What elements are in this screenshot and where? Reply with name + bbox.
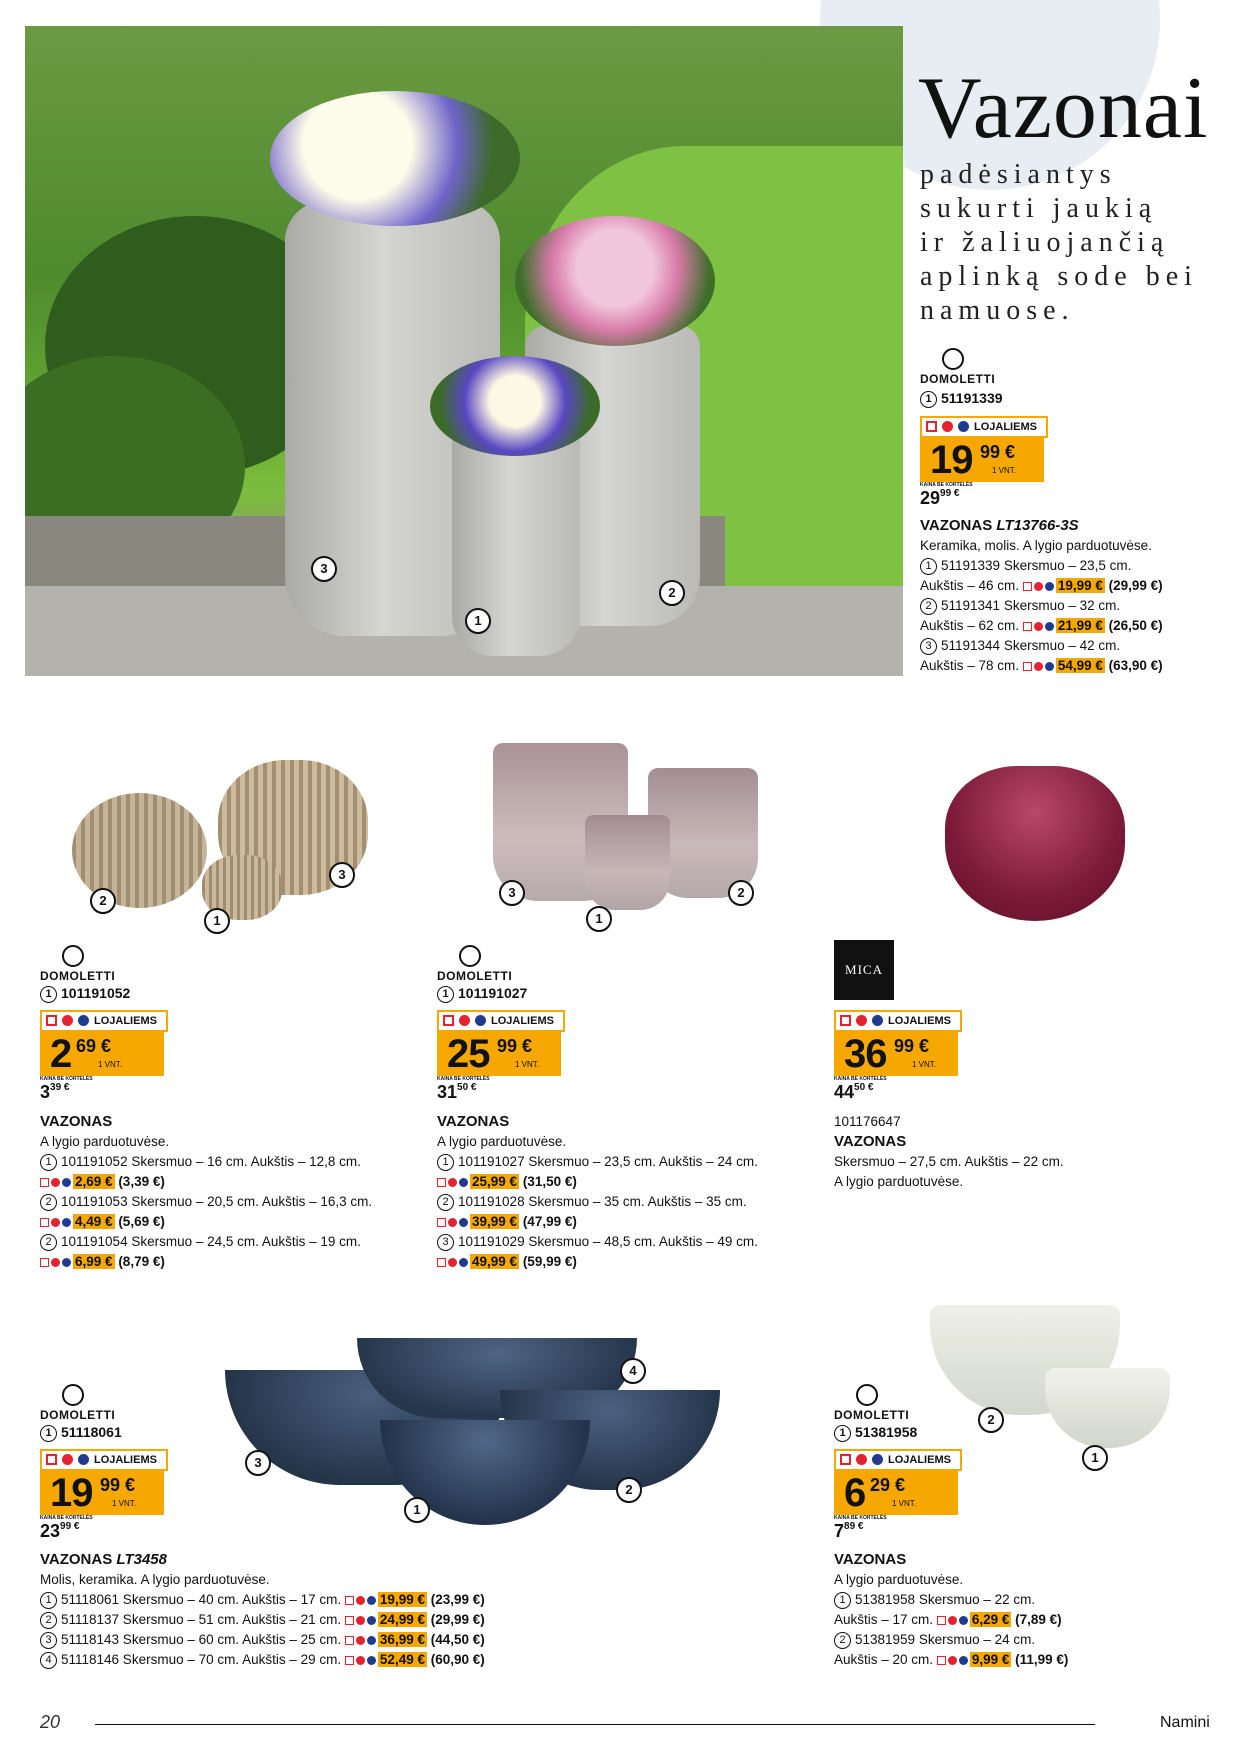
marker-1: 1 [1082,1445,1108,1471]
no-entry-icon [1034,622,1043,631]
no-entry-icon [62,1454,73,1465]
p-badge-icon [78,1015,89,1026]
house-logo-icon [856,1384,878,1406]
product-code: 1 101191052 [40,985,130,1003]
product-code: 1 51381958 [834,1424,917,1442]
loyalty-card-icon [937,1616,946,1625]
product-name: VAZONAS [437,1113,510,1130]
hero-photo [25,26,903,676]
p-badge-icon [367,1616,376,1625]
loyalty-card-icon [437,1218,446,1227]
price-box [834,1469,958,1515]
marker-4: 4 [620,1358,646,1384]
no-entry-icon [856,1015,867,1026]
loyalty-card-icon [40,1218,49,1227]
no-entry-icon [942,421,953,432]
price-box [40,1469,164,1515]
number-circle-icon: 1 [40,1592,57,1609]
loyalty-card-icon [345,1596,354,1605]
loyalty-card-icon [840,1454,851,1465]
product-code: 1 51191339 [920,390,1003,408]
p-badge-icon [459,1178,468,1187]
number-circle-icon: 1 [40,986,57,1003]
brand-domoletti [40,1384,115,1422]
loyalty-bar: LOJALIEMS [920,416,1048,438]
brand-domoletti [920,348,995,386]
loyalty-card-icon [1023,622,1032,631]
white-planter-image [1045,1368,1170,1448]
product-details: VAZONAS LT3458 Molis, keramika. A lygio parduotuvėse. 1 51118061 Skersmuo – 40 cm. Aukštis – 17 cm. 19,99 € (23,99 €) 2 51118137 Skersmuo – 51 cm. Aukštis – 21 cm. 24,99 € (29,99 €) 3 51118143 Skersmuo – 60 cm. Aukštis – 25 cm. 36,99 € (44,50 €) 4 51118146 Skersmuo – 70 cm. Aukštis – 29 cm. 52,49 € (60,90 €) [40,1550,560,1670]
p-badge-icon [62,1258,71,1267]
no-entry-icon [948,1616,957,1625]
p-badge-icon [475,1015,486,1026]
product-details: 101176647 VAZONAS Skersmuo – 27,5 cm. Aukštis – 22 cm. A lygio parduotuvėse. [834,1112,1194,1192]
no-entry-icon [459,1015,470,1026]
subtitle-line: aplinką sode bei [920,261,1198,292]
loyalty-bar: LOJALIEMS [834,1449,962,1471]
number-circle-icon: 4 [40,1652,57,1669]
house-logo-icon [459,945,481,967]
loyalty-card-icon [345,1656,354,1665]
brand-domoletti [437,945,512,983]
number-circle-icon: 2 [920,598,937,615]
number-circle-icon: 2 [40,1612,57,1629]
number-circle-icon: 3 [920,638,937,655]
page-subtitle [920,158,1220,328]
product-name: VAZONAS LT13766-3S [920,517,1079,534]
p-badge-icon [62,1218,71,1227]
marker-1: 1 [404,1497,430,1523]
price-main: 2 [50,1032,72,1076]
no-entry-icon [856,1454,867,1465]
price-cents: 99 € [980,442,1016,462]
number-circle-icon: 2 [40,1194,57,1211]
product-code: 1 101191027 [437,985,527,1003]
p-badge-icon [1045,662,1054,671]
subtitle-line: ir žaliuojančią [920,227,1170,258]
price-main: 6 [844,1471,866,1515]
loyalty-card-icon [345,1616,354,1625]
price-box [40,1030,164,1076]
price-main: 19 [50,1471,93,1515]
house-logo-icon [62,1384,84,1406]
number-circle-icon: 1 [437,1154,454,1171]
number-circle-icon: 1 [834,1425,851,1442]
price-box [437,1030,561,1076]
section-name: Namini [1160,1714,1210,1731]
product-details: VAZONAS A lygio parduotuvėse. 1 51381958 Skersmuo – 22 cm. Aukštis – 17 cm. 6,29 € (7,89 €) 2 51381959 Skersmuo – 24 cm. Aukštis – 20 cm. 9,99 € (11,99 €) [834,1550,1204,1670]
marker-2: 2 [728,880,754,906]
no-entry-icon [448,1178,457,1187]
marker-1: 1 [465,608,491,634]
number-circle-icon: 3 [437,1234,454,1251]
number-circle-icon: 2 [437,1194,454,1211]
brand-domoletti [834,1384,909,1422]
marker-3: 3 [329,862,355,888]
page-title: Vazonai [918,60,1209,157]
price-unit: 1 VNT. [992,466,1017,475]
marker-2: 2 [659,580,685,606]
old-price: KAINA BE KORTELĖS $29^{99 €}$ [920,482,973,508]
price-main: 19 [930,438,973,482]
number-circle-icon: 1 [437,986,454,1003]
price-unit: 1 VNT. [98,1060,123,1069]
number-circle-icon: 1 [920,558,937,575]
p-badge-icon [872,1015,883,1026]
p-badge-icon [367,1656,376,1665]
brand-name: DOMOLETTI [40,1408,116,1422]
loyalty-card-icon [937,1656,946,1665]
house-logo-icon [942,348,964,370]
loyalty-bar: LOJALIEMS [834,1010,962,1032]
ribbed-pot-image [72,793,207,908]
no-entry-icon [356,1636,365,1645]
marker-2: 2 [616,1477,642,1503]
p-badge-icon [367,1596,376,1605]
product-details: VAZONAS LT13766-3S Keramika, molis. A lygio parduotuvėse. 1 51191339 Skersmuo – 23,5 cm. Aukštis – 46 cm. 19,99 € (29,99 €) 2 51191341 Skersmuo – 32 cm. Aukštis – 62 cm. 21,99 € (26,50 €) 3 51191344 Skersmuo – 42 cm. Aukštis – 78 cm. 54,99 € (63,90 €) [920,516,1220,676]
brand-name: DOMOLETTI [40,969,116,983]
product-details: VAZONAS A lygio parduotuvėse. 1 101191027 Skersmuo – 23,5 cm. Aukštis – 24 cm. 25,99 € (31,50 €) 2 101191028 Skersmuo – 35 cm. Aukštis – 35 cm. 39,99 € (47,99 €) 3 101191029 Skersmuo – 48,5 cm. Aukštis – 49 cm. 49,99 € (59,99 €) [437,1112,797,1272]
no-entry-icon [51,1218,60,1227]
no-entry-icon [1034,582,1043,591]
number-circle-icon: 1 [40,1425,57,1442]
product-name: VAZONAS LT3458 [40,1551,167,1568]
loyalty-card-icon [437,1258,446,1267]
footer-divider [95,1724,1095,1725]
loyalty-card-icon [1023,582,1032,591]
product-name: VAZONAS [834,1133,907,1150]
p-badge-icon [62,1178,71,1187]
page-number: 20 [40,1712,61,1732]
marker-2: 2 [90,888,116,914]
p-badge-icon [78,1454,89,1465]
p-badge-icon [1045,622,1054,631]
p-badge-icon [959,1656,968,1665]
number-circle-icon: 2 [834,1632,851,1649]
loyalty-card-icon [46,1454,57,1465]
product-details: VAZONAS A lygio parduotuvėse. 1 101191052 Skersmuo – 16 cm. Aukštis – 12,8 cm. 2,69 € (3,39 €) 2 101191053 Skersmuo – 20,5 cm. Aukštis – 16,3 cm. 4,49 € (5,69 €) 2 101191054 Skersmuo – 24,5 cm. Aukštis – 19 cm. 6,99 € (8,79 €) [40,1112,400,1272]
mica-logo: MICA [834,940,894,1000]
no-entry-icon [448,1218,457,1227]
loyalty-bar: LOJALIEMS [40,1010,168,1032]
price-box [920,436,1044,482]
brand-name: DOMOLETTI [437,969,513,983]
marker-2: 2 [978,1407,1004,1433]
p-badge-icon [959,1616,968,1625]
no-entry-icon [51,1258,60,1267]
p-badge-icon [459,1258,468,1267]
price-main: 25 [447,1032,490,1076]
loyalty-card-icon [40,1258,49,1267]
number-circle-icon: 2 [40,1234,57,1251]
product-name: VAZONAS [40,1113,113,1130]
loyalty-bar: LOJALIEMS [437,1010,565,1032]
price-cents: 99 € [894,1036,930,1056]
old-price: KAINA BE KORTELĖS $3^{39 €}$ [40,1076,93,1102]
loyalty-card-icon [443,1015,454,1026]
marker-3: 3 [245,1450,271,1476]
price-cents: 29 € [870,1475,906,1495]
price-cents: 99 € [100,1475,136,1495]
loyalty-card-icon [840,1015,851,1026]
loyalty-card-icon [926,421,937,432]
subtitle-line: padėsiantys [920,159,1117,190]
price-unit: 1 VNT. [515,1060,540,1069]
marker-1: 1 [586,906,612,932]
loyalty-card-icon [46,1015,57,1026]
price-unit: 1 VNT. [892,1499,917,1508]
no-entry-icon [356,1596,365,1605]
marker-3: 3 [311,556,337,582]
product-code: 1 51118061 [40,1424,122,1442]
price-main: 36 [844,1032,887,1076]
pink-flowers [515,216,715,346]
house-logo-icon [62,945,84,967]
brand-name: DOMOLETTI [920,372,996,386]
old-price: KAINA BE KORTELĖS $31^{50 €}$ [437,1076,490,1102]
price-cents: 99 € [497,1036,533,1056]
marker-3: 3 [499,880,525,906]
no-entry-icon [1034,662,1043,671]
no-entry-icon [948,1656,957,1665]
no-entry-icon [356,1616,365,1625]
old-price: KAINA BE KORTELĖS $23^{99 €}$ [40,1515,93,1541]
old-price: KAINA BE KORTELĖS $44^{50 €}$ [834,1076,887,1102]
burgundy-pot-image [945,766,1125,921]
product-name: VAZONAS [834,1551,907,1568]
marker-1: 1 [204,908,230,934]
number-circle-icon: 3 [40,1632,57,1649]
purple-flowers [430,356,600,456]
loyalty-card-icon [1023,662,1032,671]
no-entry-icon [356,1656,365,1665]
p-badge-icon [367,1636,376,1645]
white-flowers [270,91,520,226]
number-circle-icon: 1 [40,1154,57,1171]
number-circle-icon: 1 [834,1592,851,1609]
number-circle-icon: 1 [920,391,937,408]
no-entry-icon [62,1015,73,1026]
price-unit: 1 VNT. [112,1499,137,1508]
price-box [834,1030,958,1076]
p-badge-icon [872,1454,883,1465]
p-badge-icon [958,421,969,432]
no-entry-icon [51,1178,60,1187]
loyalty-card-icon [437,1178,446,1187]
subtitle-line: namuose. [920,295,1075,326]
loyalty-bar: LOJALIEMS [40,1449,168,1471]
textured-pot-image [585,815,670,910]
price-cents: 69 € [76,1036,112,1056]
p-badge-icon [1045,582,1054,591]
no-entry-icon [448,1258,457,1267]
subtitle-line: sukurti jaukią [920,193,1158,224]
p-badge-icon [459,1218,468,1227]
brand-domoletti [40,945,115,983]
loyalty-card-icon [345,1636,354,1645]
brand-name: DOMOLETTI [834,1408,910,1422]
loyalty-card-icon [40,1178,49,1187]
old-price: KAINA BE KORTELĖS $7^{89 €}$ [834,1515,887,1541]
product-code: 101176647 [834,1114,901,1129]
price-unit: 1 VNT. [912,1060,937,1069]
